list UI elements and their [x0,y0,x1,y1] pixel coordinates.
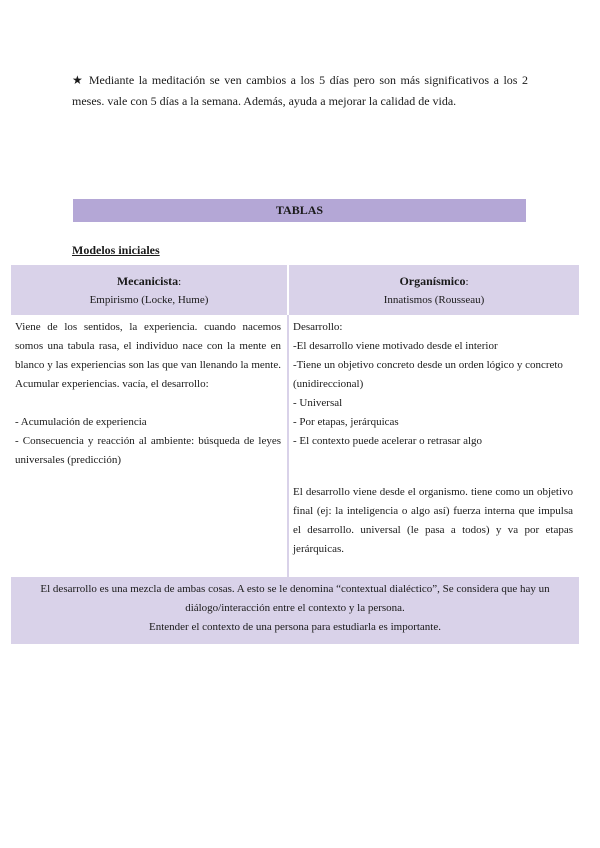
mechanicist-subtitle: Empirismo (Locke, Hume) [89,293,209,306]
intro-text: Mediante la meditación se ven cambios a los 5 días pero son más significativos a los 2 meses. vale con 5 días a la semana. Además, ayuda a mejorar la calidad de vida. [72,73,529,108]
list-item: - Por etapas, jerárquicas [293,416,399,428]
mechanicist-paragraph: Viene de los sentidos, la experiencia. cuando nacemos somos una tabula rasa, el individuo nace con la mente en blanco y las experiencias son las que van llenando la mente. Acumular experiencias. vacía, el desarrollo: [15,321,281,390]
list-item: - Acumulación de experiencia [15,416,147,428]
mechanicist-header [11,265,289,315]
star-icon: ★ [72,73,85,87]
list-item: -Tiene un objetivo concreto desde un orden lógico y concreto (unidireccional) [293,359,563,390]
organismic-subtitle: Innatismos (Rousseau) [383,293,485,306]
organismic-heading: Desarrollo: [293,321,343,333]
organismic-header [289,265,579,315]
banner-title: TABLAS [275,203,324,217]
models-table [11,265,579,577]
organismic-paragraph: El desarrollo viene desde el organismo. tiene como un objetivo final (ej: la inteligencia o algo así) fuerza interna que impulsa el desarrollo. universal (le pasa a todos) y va por etapas jerárquicas. [293,486,573,555]
conclusion-box [11,577,579,644]
conclusion-line-2: Entender el contexto de una persona para estudiarla es importante. [149,621,441,633]
table-body-row [11,315,579,577]
section-title: Modelos iniciales [72,243,160,257]
conclusion-line-1: El desarrollo es una mezcla de ambas cosas. A esto se le denomina “contextual dialéctico”, Se considera que hay un diálogo/interacción entre el contexto y la persona. [40,583,550,614]
tables-banner [73,199,526,222]
list-item: - El contexto puede acelerar o retrasar algo [293,435,483,447]
intro-paragraph [72,70,528,112]
list-item: - Consecuencia y reacción al ambiente: búsqueda de leyes universales (predicción) [15,435,281,466]
mechanicist-title: Mecanicista [116,273,179,288]
organismic-body [289,315,579,577]
organismic-colon: : [465,275,469,288]
mechanicist-body [11,315,289,577]
list-item: -El desarrollo viene motivado desde el interior [293,340,498,352]
table-header-row [11,265,579,315]
list-item: - Universal [293,397,343,409]
organismic-title: Organísmico [399,273,466,288]
mechanicist-colon: : [178,275,182,288]
